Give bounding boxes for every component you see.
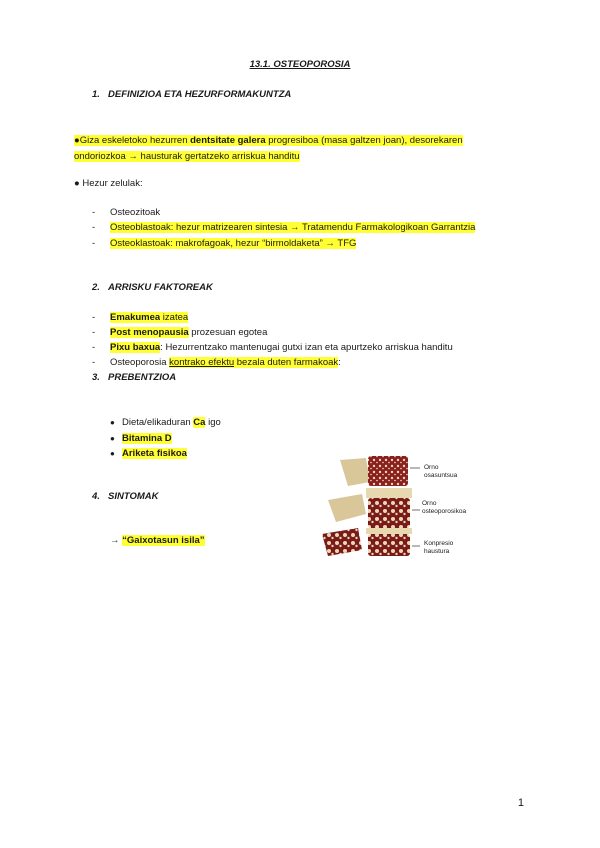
risk-item-2: Post menopausia prozesuan egotea [110, 327, 268, 338]
prevention-item-3: Ariketa fisikoa [122, 448, 187, 459]
vertebrae-figure [318, 452, 470, 560]
section-3-number: 3. [92, 372, 100, 383]
dash-icon: - [92, 312, 96, 323]
risk-item-3: Pixu baxua: Hezurrentzako mantenugai gutxi izan eta apurtzeko arriskua handitu [110, 342, 453, 353]
figure-label-fracture: Konpresio haustura [424, 540, 454, 555]
bullet-icon: ● [74, 178, 80, 189]
dash-icon: - [92, 238, 96, 249]
bullet-icon: ● [74, 135, 80, 146]
section-2-title: ARRISKU FAKTOREAK [108, 282, 213, 293]
figure-label-osteoporotic: Orno osteoporosikoa [422, 500, 467, 515]
figure-label-healthy: Orno osasuntsua [424, 464, 458, 479]
section-4-title: SINTOMAK [108, 491, 159, 502]
section-1-number: 1. [92, 89, 100, 100]
bullet-icon: ● [110, 434, 115, 443]
section-4-number: 4. [92, 491, 100, 502]
section-3-title: PREBENTZIOA [108, 372, 177, 383]
page-number: 1 [517, 797, 524, 809]
dash-icon: - [92, 222, 96, 233]
page-title: 13.1. OSTEOPOROSIA [249, 59, 351, 70]
prevention-item-1: Dieta/elikaduran Ca igo [122, 417, 221, 428]
definition-line-1: ●Giza eskeletoko hezurren dentsitate galera progresiboa (masa galtzen joan), desorekaren [74, 135, 463, 146]
risk-item-1: Emakumea izatea [110, 312, 189, 323]
bullet-icon: ● [110, 449, 115, 458]
section-2-number: 2. [92, 282, 100, 293]
risk-item-4: Osteoporosia kontrako efektu bezala duten farmakoak: [110, 357, 341, 368]
dash-icon: - [92, 327, 96, 338]
cells-label: ● Hezur zelulak: [74, 178, 143, 189]
cells-item-2: Osteoblastoak: hezur matrizearen sintesia → Tratamendu Farmakologikoan Garrantzia [110, 222, 476, 233]
prevention-item-2: Bitamina D [122, 433, 172, 444]
dash-icon: - [92, 357, 96, 368]
cells-item-3: Osteoklastoak: makrofagoak, hezur “birmoldaketa” → TFG [110, 238, 357, 249]
dash-icon: - [92, 342, 96, 353]
arrow-icon: → [110, 535, 123, 546]
symptom-line: → “Gaixotasun isila” [110, 535, 205, 546]
definition-line-2: ondoriozkoa → hausturak gertatzeko arriskua handitu [74, 151, 300, 162]
bullet-icon: ● [110, 418, 115, 427]
cells-item-1: Osteozitoak [110, 207, 161, 218]
dash-icon: - [92, 207, 96, 218]
section-1-title: DEFINIZIOA ETA HEZURFORMAKUNTZA [108, 89, 292, 100]
